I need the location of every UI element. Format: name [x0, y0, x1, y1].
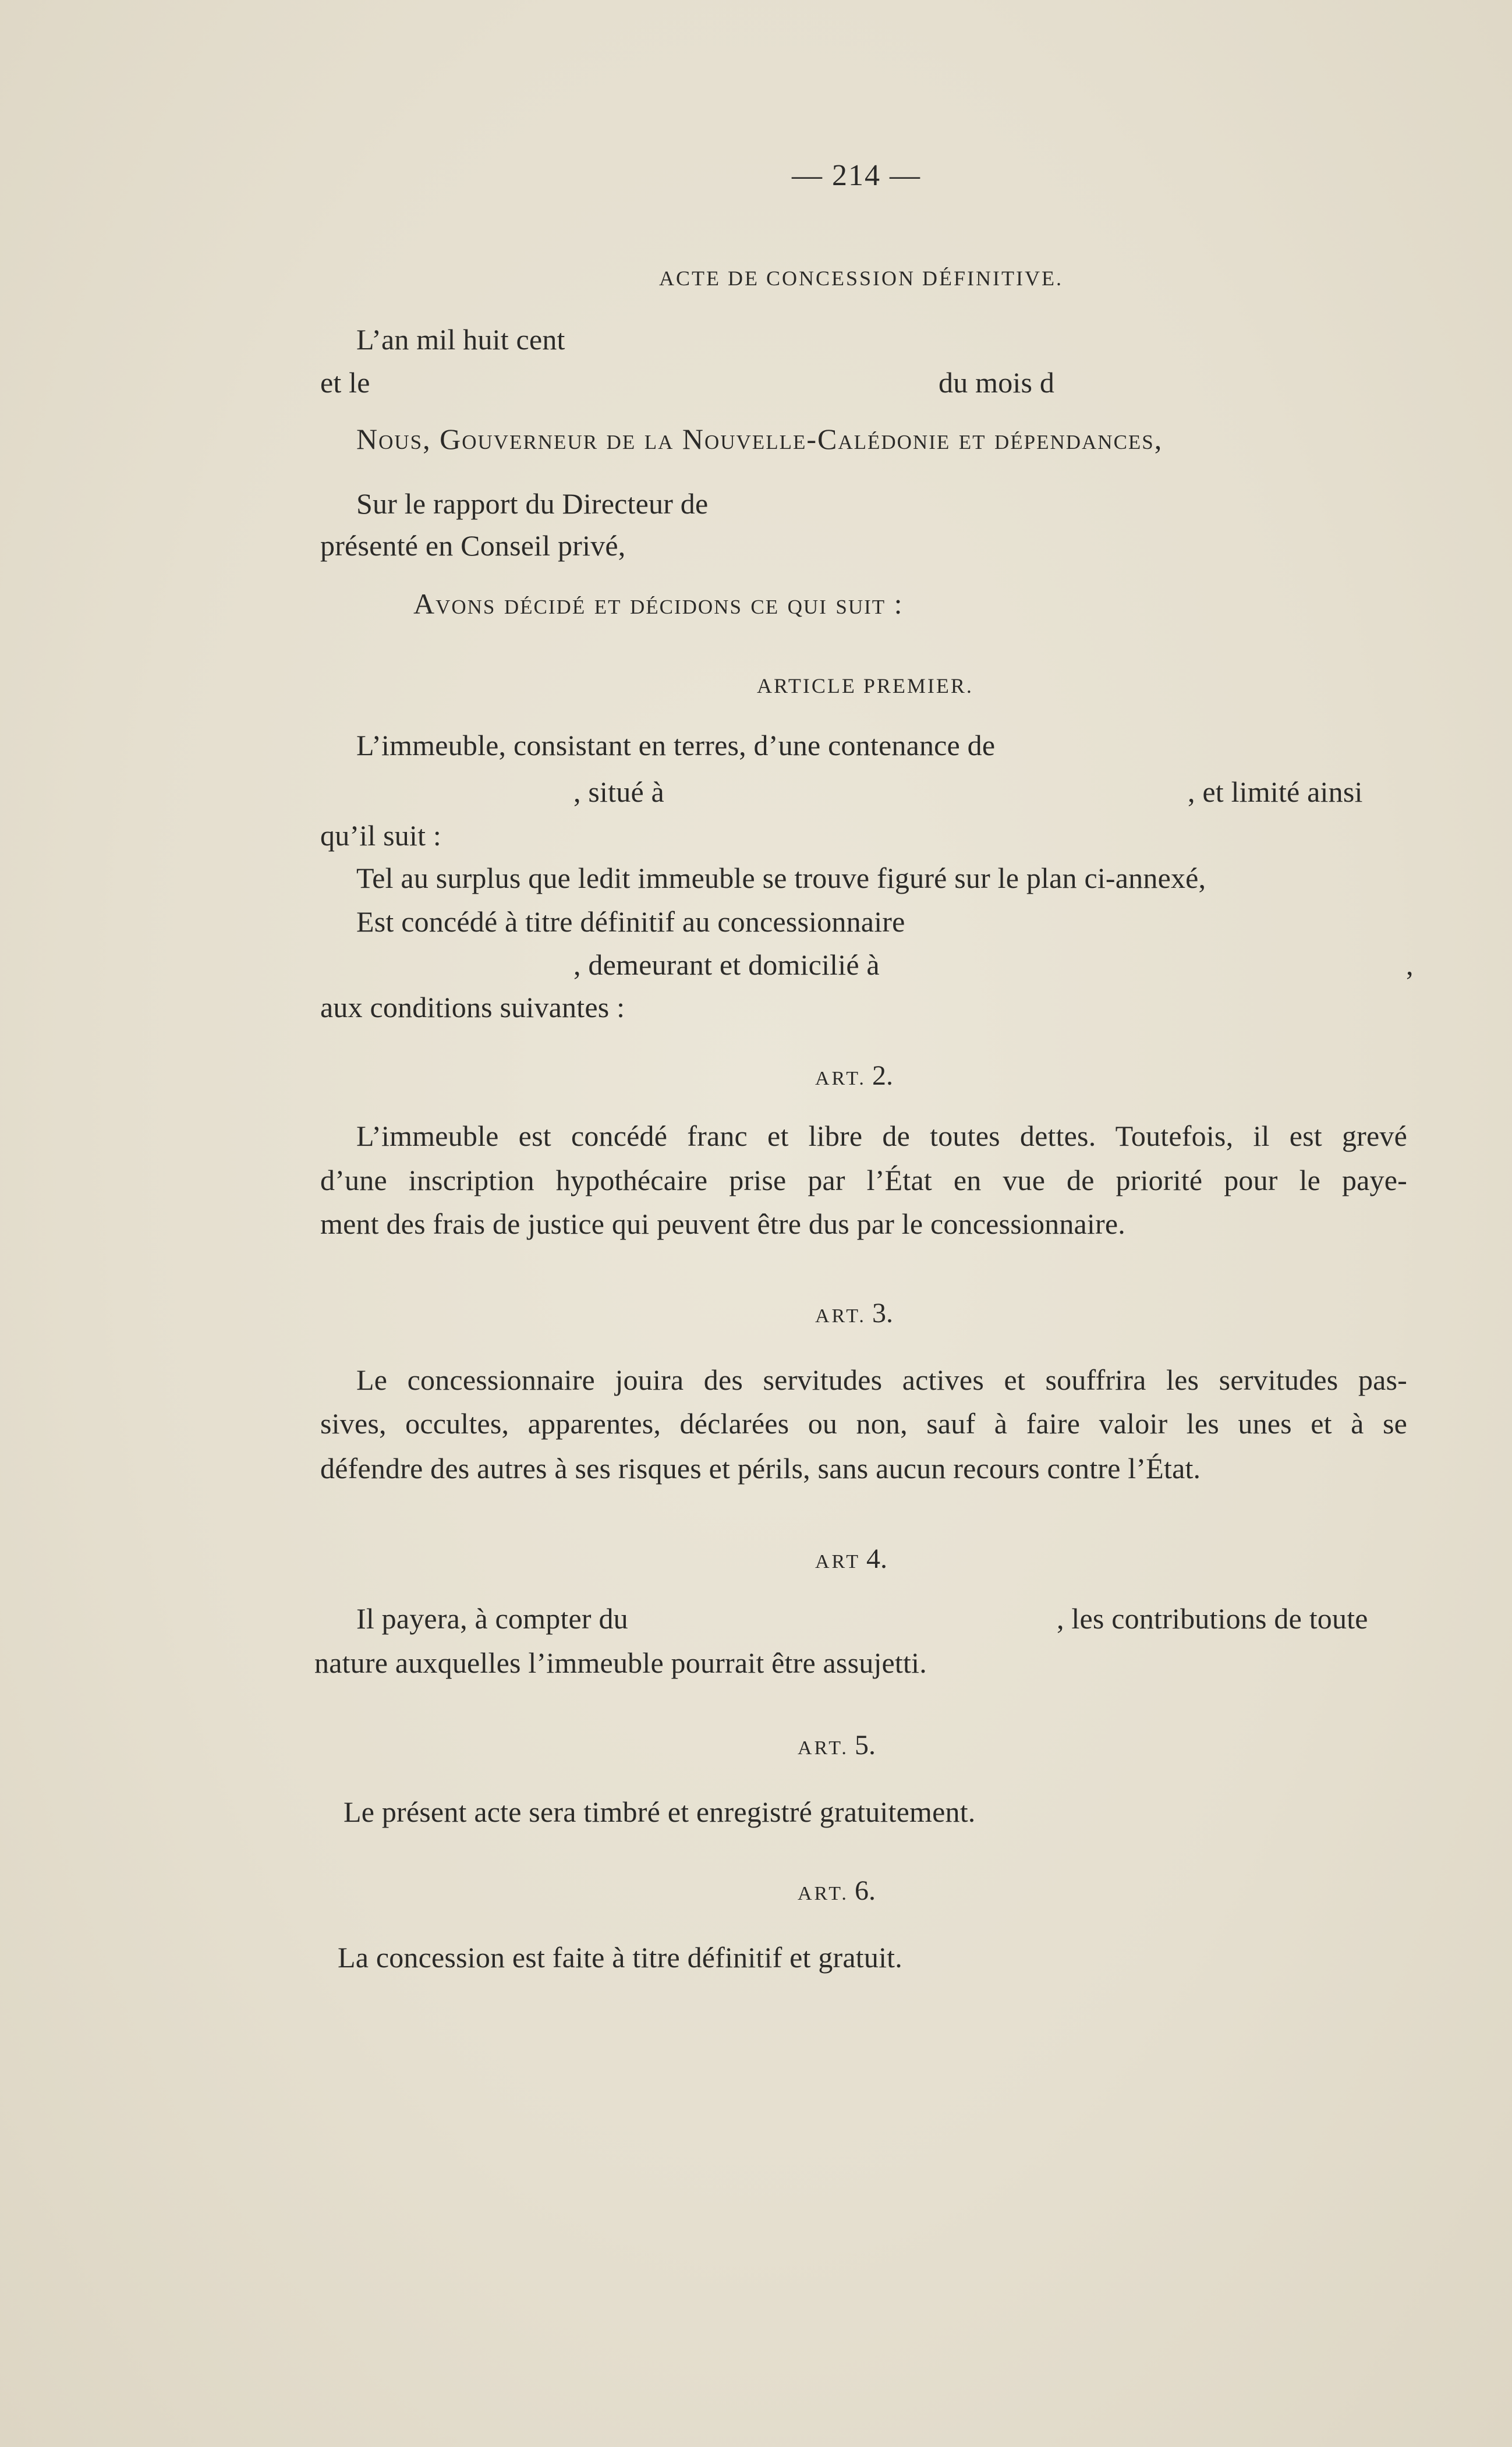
article-3-label: ART.	[815, 1305, 866, 1327]
page-number: — 214 —	[792, 159, 921, 192]
article-3-number: 3.	[872, 1298, 893, 1329]
article-1-line-1: L’immeuble, consistant en terres, d’une contenance de	[356, 729, 996, 762]
article-5-label: ART.	[798, 1737, 849, 1759]
article-2-line-1: L’immeuble est concédé franc et libre de toutes dettes. Toutefois, il est grevé	[356, 1120, 1407, 1152]
article-2-line-2: d’une inscription hypothécaire prise par l’État en vue de priorité pour le paye-	[320, 1164, 1407, 1196]
decision-line: Avons décidé et décidons ce qui suit :	[413, 587, 904, 620]
governor-line: Nous, Gouverneur de la Nouvelle-Calédonie et dépendances,	[356, 423, 1163, 455]
article-1-line-5: Est concédé à titre définitif au concessionnaire	[356, 905, 905, 938]
article-3-line-3: défendre des autres à ses risques et périls, sans aucun recours contre l’État.	[320, 1452, 1201, 1485]
article-1-line-7: aux conditions suivantes :	[320, 991, 625, 1024]
article-6-label: ART.	[798, 1883, 849, 1904]
article-5-heading	[798, 1728, 876, 1766]
article-2-number: 2.	[872, 1060, 893, 1091]
preamble-date-prefix: et le	[320, 366, 370, 399]
article-2-label: ART.	[815, 1068, 866, 1089]
article-4-line-1a: Il payera, à compter du	[356, 1602, 628, 1635]
article-5-number: 5.	[854, 1730, 876, 1761]
article-1-heading: ARTICLE PREMIER.	[757, 674, 973, 697]
article-2-line-3: ment des frais de justice qui peuvent être dus par le concessionnaire.	[320, 1207, 1125, 1240]
privy-council-line: présenté en Conseil privé,	[320, 529, 626, 562]
preamble-year-line: L’an mil huit cent	[356, 323, 565, 356]
preamble-month: du mois d	[939, 366, 1055, 399]
article-1-line-6a: , demeurant et domicilié à	[573, 948, 880, 981]
article-1-line-4: Tel au surplus que ledit immeuble se trouve figuré sur le plan ci-annexé,	[356, 862, 1206, 894]
article-3-line-2: sives, occultes, apparentes, déclarées ou non, sauf à faire valoir les unes et à se	[320, 1407, 1407, 1440]
article-3-heading	[815, 1296, 893, 1334]
director-report-line: Sur le rapport du Directeur de	[356, 487, 709, 520]
article-5-line-1: Le présent acte sera timbré et enregistré gratuitement.	[344, 1796, 976, 1828]
article-6-line-1: La concession est faite à titre définitif et gratuit.	[338, 1941, 902, 1974]
article-4-number: 4.	[866, 1543, 887, 1574]
article-1-line-3: qu’il suit :	[320, 819, 441, 852]
article-1-line-2b: , et limité ainsi	[1188, 775, 1363, 808]
article-6-heading	[798, 1874, 876, 1911]
article-1-line-6b: ,	[1406, 948, 1414, 981]
article-6-number: 6.	[854, 1875, 876, 1906]
article-1-line-2a: , situé à	[573, 775, 664, 808]
document-title: ACTE DE CONCESSION DÉFINITIVE.	[659, 267, 1063, 290]
article-3-line-1: Le concessionnaire jouira des servitudes actives et souffrira les servitudes pas-	[356, 1364, 1407, 1396]
article-4-line-1b: , les contributions de toute	[1057, 1602, 1368, 1635]
article-4-heading	[815, 1542, 887, 1580]
article-4-label: ART	[815, 1551, 861, 1573]
article-2-heading	[815, 1058, 893, 1096]
article-4-line-2: nature auxquelles l’immeuble pourrait être assujetti.	[314, 1646, 927, 1679]
